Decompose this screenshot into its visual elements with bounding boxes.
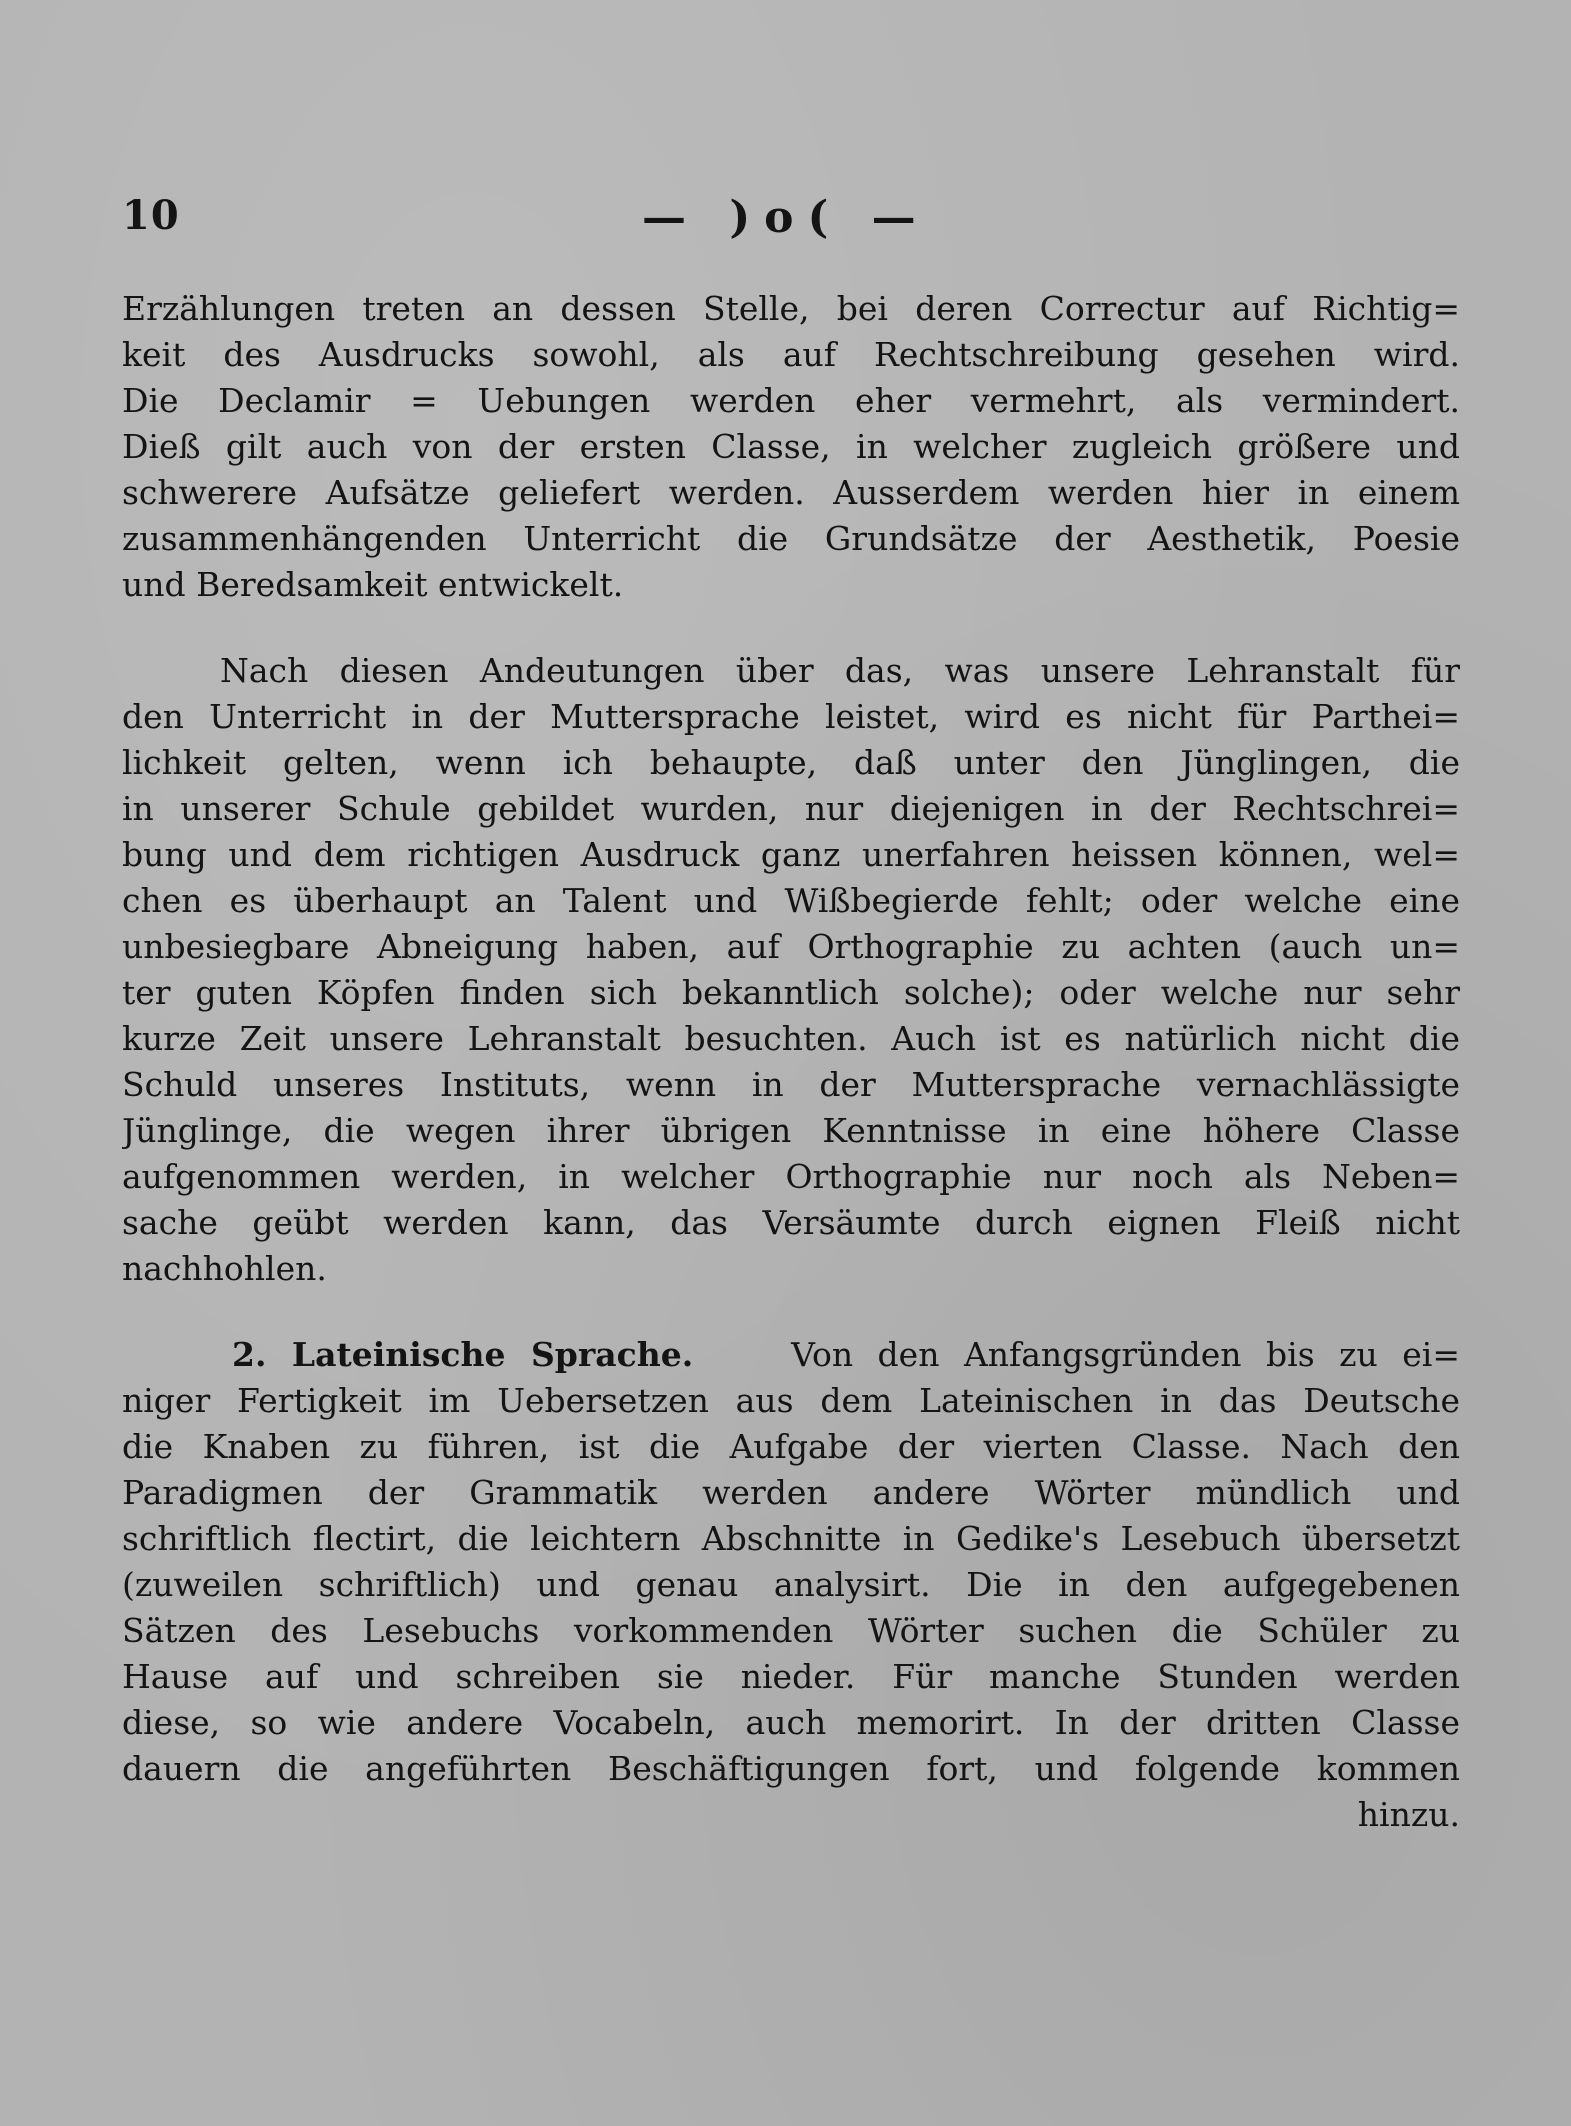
text-line: zusammenhängenden Unterricht die Grundsätze der Aesthetik, Poesie: [122, 519, 1460, 558]
text-line: ter guten Köpfen finden sich bekanntlich solche); oder welche nur sehr: [122, 973, 1460, 1012]
page-number: 10: [122, 192, 180, 239]
text-line: unbesiegbare Abneigung haben, auf Orthographie zu achten (auch un=: [122, 927, 1460, 966]
paragraph-gap: [122, 608, 1460, 648]
text-line: Sätzen des Lesebuchs vorkommenden Wörter suchen die Schüler zu: [122, 1611, 1460, 1650]
text-line: Erzählungen treten an dessen Stelle, bei deren Correctur auf Richtig=: [122, 289, 1460, 328]
section-heading: 2. Lateinische Sprache.: [232, 1335, 694, 1374]
text-line: keit des Ausdrucks sowohl, als auf Rechtschreibung gesehen wird.: [122, 335, 1460, 374]
text-line: und Beredsamkeit entwickelt.: [122, 565, 624, 604]
text-line: Schuld unseres Instituts, wenn in der Muttersprache vernachlässigte: [122, 1065, 1460, 1104]
text-line: aufgenommen werden, in welcher Orthographie nur noch als Neben=: [122, 1157, 1460, 1196]
text-line: Dieß gilt auch von der ersten Classe, in welcher zugleich größere und: [122, 427, 1460, 466]
paragraph-1: [122, 286, 1460, 608]
text-line: nachhohlen.: [122, 1249, 327, 1288]
text-line: Hause auf und schreiben sie nieder. Für manche Stunden werden: [122, 1657, 1460, 1696]
page-body: [122, 286, 1460, 1838]
text-line: dauern die angeführten Beschäftigungen fort, und folgende kommen: [122, 1749, 1460, 1788]
section-first-line: [122, 1332, 1460, 1378]
text-line: den Unterricht in der Muttersprache leistet, wird es nicht für Parthei=: [122, 697, 1460, 736]
text-line: schwerere Aufsätze geliefert werden. Ausserdem werden hier in einem: [122, 473, 1460, 512]
text-line: Nach diesen Andeutungen über das, was unsere Lehranstalt für: [220, 651, 1460, 690]
text-line: Paradigmen der Grammatik werden andere Wörter mündlich und: [122, 1473, 1460, 1512]
paragraph-3: [122, 1332, 1460, 1838]
text-line: kurze Zeit unsere Lehranstalt besuchten. Auch ist es natürlich nicht die: [122, 1019, 1460, 1058]
text-line: niger Fertigkeit im Uebersetzen aus dem Lateinischen in das Deutsche: [122, 1381, 1460, 1420]
text-line: in unserer Schule gebildet wurden, nur diejenigen in der Rechtschrei=: [122, 789, 1460, 828]
text-line: lichkeit gelten, wenn ich behaupte, daß unter den Jünglingen, die: [122, 743, 1460, 782]
text-line: Jünglinge, die wegen ihrer übrigen Kenntnisse in eine höhere Classe: [122, 1111, 1460, 1150]
page-header: [122, 192, 1461, 252]
text-line: Die Declamir = Uebungen werden eher vermehrt, als vermindert.: [122, 381, 1460, 420]
header-ornament: — )o( —: [642, 192, 930, 243]
paragraph-2: [122, 648, 1460, 1292]
text-line: sache geübt werden kann, das Versäumte durch eignen Fleiß nicht: [122, 1203, 1460, 1242]
text-line: bung und dem richtigen Ausdruck ganz unerfahren heissen können, wel=: [122, 835, 1460, 874]
text-line: die Knaben zu führen, ist die Aufgabe der vierten Classe. Nach den: [122, 1427, 1460, 1466]
text-line: diese, so wie andere Vocabeln, auch memorirt. In der dritten Classe: [122, 1703, 1460, 1742]
text-line: chen es überhaupt an Talent und Wißbegierde fehlt; oder welche eine: [122, 881, 1460, 920]
section-first-line-rest: Von den Anfangsgründen bis zu ei=: [791, 1335, 1460, 1374]
text-line: (zuweilen schriftlich) und genau analysirt. Die in den aufgegebenen: [122, 1565, 1460, 1604]
text-line: schriftlich flectirt, die leichtern Abschnitte in Gedike's Lesebuch übersetzt: [122, 1519, 1460, 1558]
catchword: hinzu.: [1357, 1795, 1460, 1834]
paragraph-gap: [122, 1292, 1460, 1332]
